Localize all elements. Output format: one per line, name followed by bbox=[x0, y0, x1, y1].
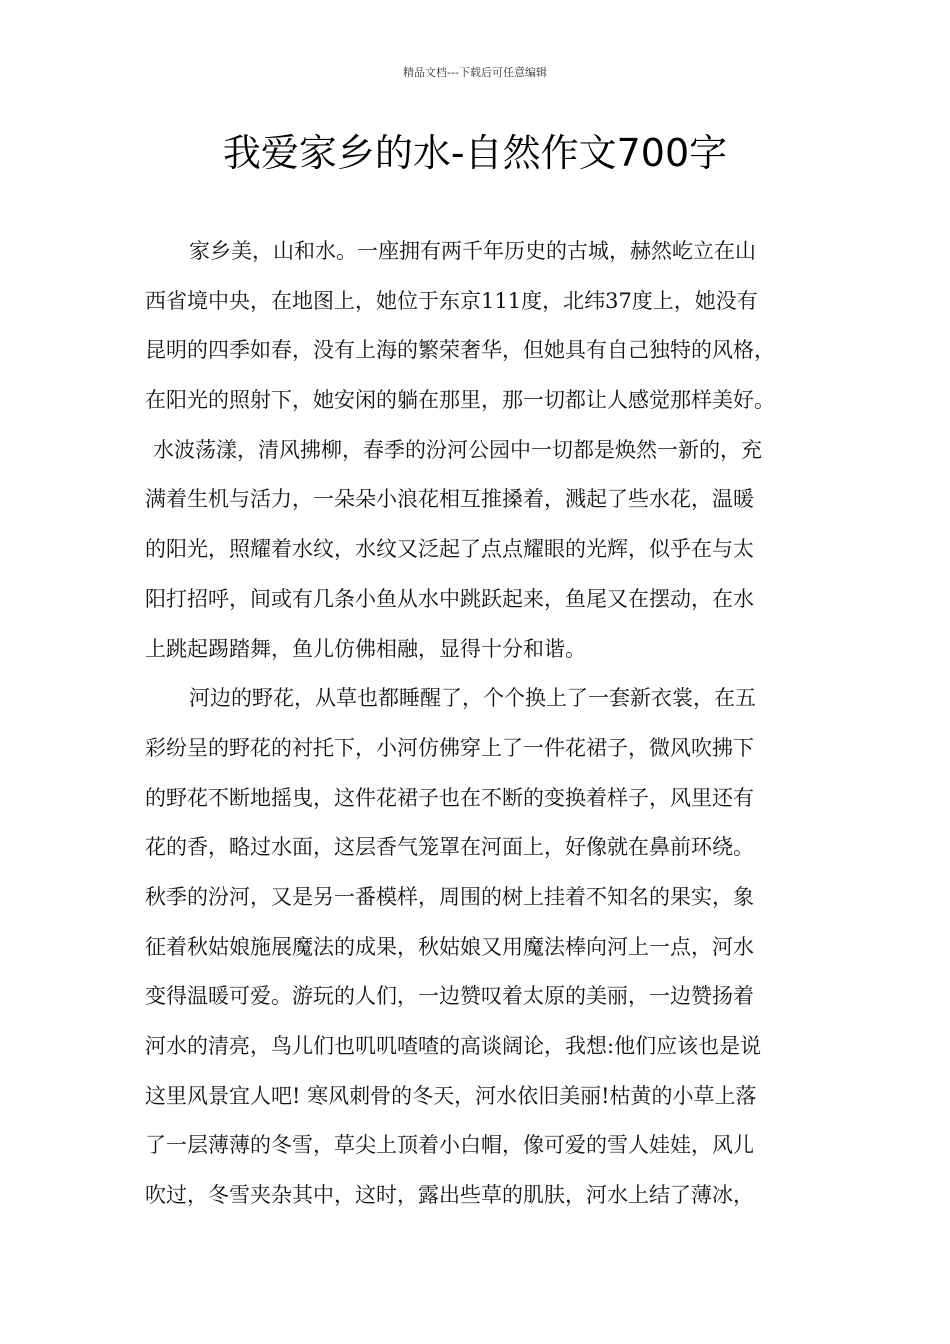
text-line: 的阳光，照耀着水纹，水纹又泛起了点点耀眼的光辉，似乎在与太 bbox=[145, 537, 754, 562]
text-line: 秋季的汾河，又是另一番模样，周围的树上挂着不知名的果实，象 bbox=[145, 884, 754, 909]
text-line: 这里风景宜人吧! 寒风刺骨的冬天，河水依旧美丽!枯黄的小草上落 bbox=[145, 1083, 757, 1108]
text-line: 阳打招呼，间或有几条小鱼从水中跳跃起来，鱼尾又在摆动，在水 bbox=[145, 586, 754, 611]
text-line: 昆明的四季如春，没有上海的繁荣奢华，但她具有自己独特的风格， bbox=[145, 338, 775, 363]
text-line: 变得温暖可爱。游玩的人们，一边赞叹着太原的美丽，一边赞扬着 bbox=[145, 984, 754, 1009]
text-line: 花的香，略过水面，这层香气笼罩在河面上，好像就在鼻前环绕。 bbox=[145, 835, 754, 860]
text-line: 彩纷呈的野花的衬托下，小河仿佛穿上了一件花裙子，微风吹拂下 bbox=[145, 735, 754, 760]
text-line: 河边的野花，从草也都睡醒了，个个换上了一套新衣裳，在五 bbox=[189, 686, 756, 711]
text-line: 了一层薄薄的冬雪，草尖上顶着小白帽，像可爱的雪人娃娃，风儿 bbox=[145, 1133, 754, 1158]
text-line: 满着生机与活力，一朵朵小浪花相互推搡着，溅起了些水花，温暖 bbox=[145, 487, 754, 512]
text-line: 河水的清亮，鸟儿们也叽叽喳喳的高谈阔论，我想:他们应该也是说 bbox=[145, 1034, 762, 1058]
text-line: 上跳起踢踏舞，鱼儿仿佛相融，显得十分和谐。 bbox=[145, 636, 586, 661]
text-line: 征着秋姑娘施展魔法的成果，秋姑娘又用魔法棒向河上一点，河水 bbox=[145, 934, 754, 959]
article-body bbox=[145, 231, 825, 1225]
text-line: 西省境中央，在地图上，她位于东京111度，北纬37度上，她没有 bbox=[145, 288, 758, 313]
text-line: 水波荡漾，清风拂柳，春季的汾河公园中一切都是焕然一新的，充 bbox=[153, 437, 762, 462]
text-line: 的野花不断地摇曳，这件花裙子也在不断的变换着样子，风里还有 bbox=[145, 785, 754, 810]
header-note: 精品文档---下载后可任意编辑 bbox=[403, 66, 547, 79]
text-line: 吹过，冬雪夹杂其中，这时，露出些草的肌肤，河水上结了薄冰， bbox=[145, 1183, 754, 1208]
text-line: 在阳光的照射下，她安闲的躺在那里，那一切都让人感觉那样美好。 bbox=[145, 388, 775, 413]
text-line: 家乡美，山和水。一座拥有两千年历史的古城，赫然屹立在山 bbox=[189, 239, 756, 263]
page-title: 我爱家乡的水-自然作文700字 bbox=[222, 131, 728, 175]
